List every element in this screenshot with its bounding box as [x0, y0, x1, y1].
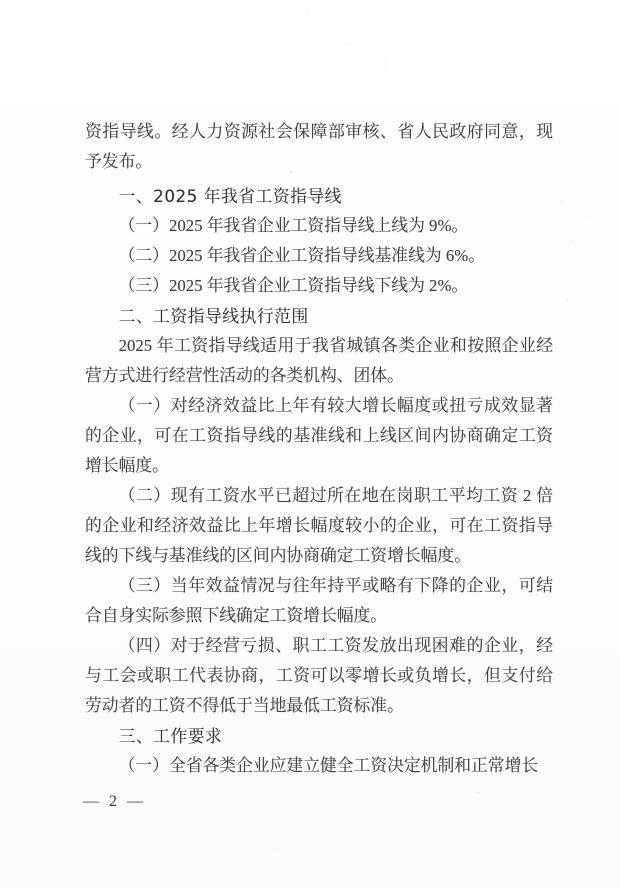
scan-speck: [306, 12, 308, 14]
page-number: — 2 —: [83, 793, 146, 810]
para-intro-continuation: 资指导线。经人力资源社会保障部审核、省人民政府同意，现予发布。: [85, 122, 553, 171]
para-scope-item-3: （三）当年效益情况与往年持平或略有下降的企业，可结合自身实际参照下线确定工资增长幅度。: [85, 576, 553, 625]
para-scope-item-2: （二）现有工资水平已超过所在地在岗职工平均工资 2 倍的企业和经济效益比上年增长幅度较小的企业，可在工资指导线的下线与基准线的区间内协商确定工资增长幅度。: [85, 486, 553, 565]
scan-speck: [566, 299, 568, 301]
scan-speck: [561, 201, 563, 203]
para-scope-item-1: （一）对经济效益比上年有较大增长幅度或扭亏成效显著的企业，可在工资指导线的基准线和上线区间内协商确定工资增长幅度。: [85, 396, 553, 475]
scan-speck: [592, 311, 593, 312]
heading-section-1-guidelines: 一、2025 年我省工资指导线: [118, 186, 342, 206]
scan-speck: [384, 63, 386, 65]
para-item-upper-line: （一）2025 年我省企业工资指导线上线为 9%。: [118, 216, 469, 235]
para-item-lower-line: （三）2025 年我省企业工资指导线下线为 2%。: [118, 276, 469, 295]
para-item-baseline: （二）2025 年我省企业工资指导线基准线为 6%。: [118, 246, 485, 265]
scan-speck: [600, 261, 601, 262]
heading-section-3-requirements: 三、工作要求: [118, 726, 223, 746]
scan-speck: [348, 42, 350, 44]
document-body: [85, 117, 553, 781]
scan-speck: [571, 241, 573, 243]
para-scope-intro: 2025 年工资指导线适用于我省城镇各类企业和按照企业经营方式进行经营性活动的各类机构、团体。: [85, 336, 553, 385]
scan-speck: [477, 792, 479, 794]
scan-smudge: [274, 847, 282, 852]
para-scope-item-4: （四）对于经营亏损、职工工资发放出现困难的企业，经与工会或职工代表协商，工资可以零增长或负增长，但支付给劳动者的工资不得低于当地最低工资标准。: [85, 636, 553, 715]
scan-speck: [585, 216, 586, 217]
heading-section-2-scope: 二、工资指导线执行范围: [118, 306, 309, 326]
para-work-item-1: （一）全省各类企业应建立健全工资决定机制和正常增长: [118, 756, 539, 775]
scan-speck: [290, 171, 292, 173]
